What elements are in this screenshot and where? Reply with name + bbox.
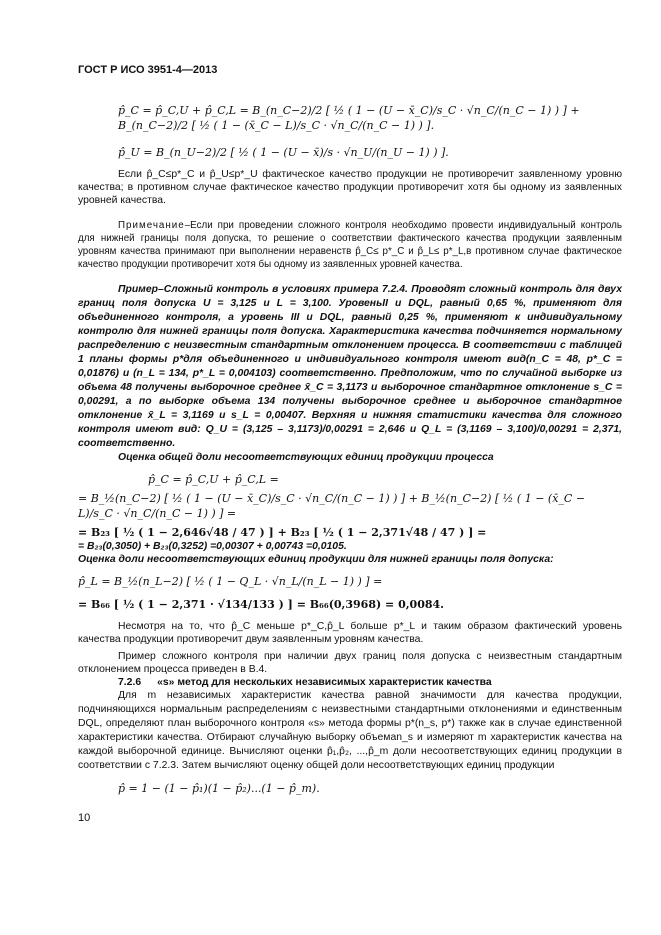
estimate-heading-total: Оценка общей доли несоответствующих единиц продукции процесса — [118, 452, 494, 463]
estimate-heading-lower: Оценка доли несоответствующих единиц продукции для нижней границы поля допуска: — [78, 554, 554, 565]
note-text: –Если при проведении сложного контроля необходимо провести индивидуальный контроль для нижней границы поля допуска, то решение о соответствии фактического качества продукции заявленным уровням качества принимают при выполнении неравенств p̂_C≤ p*_C и p̂_L≤ p*_L,в противном случае фактическое качество продукции противоречит хотя бы одному из заявленных уровней качества. — [78, 220, 622, 270]
formula-upper-estimate: p̂_U = B_(n_U−2)/2 [ ½ ( 1 − (U − x̄)/s · √n_U/(n_U − 1) ) ]. — [118, 146, 449, 159]
section-title: «s» метод для нескольких независимых характеристик качества — [157, 677, 492, 688]
formula-lower-estimate: p̂_L = B_½(n_L−2) [ ½ ( 1 − Q_L · √n_L/(n_L − 1) ) ] = — [78, 575, 383, 588]
paragraph-s-method: Для m независимых характеристик качества равной значимости для качества продукции, подчиняющихся нормальным распределениям с неизвестными стандартными отклонениями и единственным DQL, определяют план выборочного контроля «s» метода формы p*(n_s, p*) также как в случае единственной характеристики качества. Отбирают случайную выборку объемаn_s и измеряют m характеристик качества на каждой выборочной единице. Вычисляют оценки p̂₁,p̂₂, ...,p̂_m доли несоответствующих единиц продукции в соответствии с 7.2.3. Затем вычисляют оценку общей доли несоответствующих единиц продукции — [78, 690, 622, 771]
formula-lower-result: = B₆₆ [ ½ ( 1 − 2,371 · √134/133 ) ] = B₆₆(0,3968) = 0,0084. — [78, 598, 445, 611]
paragraph-conclusion: Несмотря на то, что p̂_C меньше p*_C,p̂_L больше p*_L и таким образом фактический уровень качества продукции противоречит двум заявленным уровням качества. — [78, 621, 622, 645]
section-number: 7.2.6 — [118, 677, 142, 688]
formula-example-3: = B₂₃ [ ½ ( 1 − 2,646√48 / 47 ) ] + B₂₃ [ ½ ( 1 − 2,371√48 / 47 ) ] = — [78, 526, 487, 539]
formula-total-multiple: p̂ = 1 − (1 − p̂₁)(1 − p̂₂)...(1 − p̂_m). — [118, 782, 320, 795]
section-heading — [78, 676, 622, 689]
formula-example-1: p̂_C = p̂_C,U + p̂_C,L = — [148, 473, 279, 486]
page-number: 10 — [78, 812, 91, 824]
formula-example-2: = B_½(n_C−2) [ ½ ( 1 − (U − x̄_C)/s_C · √n_C/(n_C − 1) ) ] + B_½(n_C−2) [ ½ ( 1 − (x̄_C − L)/s_C · √n_C/(n_C − 1) ) ] = — [78, 492, 586, 520]
paragraph-decision-rule: Если p̂_C≤p*_C и p̂_U≤p*_U фактическое качество продукции не противоречит заявленному уровню качества; в противном случае фактическое качество продукции противоречит хотя бы одному из заявленных уровней качества. — [78, 169, 622, 206]
formula-example-result: = B₂₃(0,3050) + B₂₃(0,3252) =0,00307 + 0,00743 =0,0105. — [78, 541, 347, 552]
document-header: ГОСТ Р ИСО 3951-4—2013 — [78, 64, 218, 76]
note — [78, 219, 622, 271]
formula-combined-estimate: p̂_C = p̂_C,U + p̂_C,L = B_(n_C−2)/2 [ ½ ( 1 − (U − x̄_C)/s_C · √n_C/(n_C − 1) ) ] + B_(n_C−2)/2 [ ½ ( 1 − (x̄_C − L)/s_C · √n_C/(n_C − 1) ) ]. — [118, 104, 580, 132]
paragraph-reference: Пример сложного контроля при наличии двух границ поля допуска с неизвестным стандартным отклонением процесса приведен в В.4. — [78, 651, 622, 675]
note-label: Примечание — [118, 220, 185, 231]
example-paragraph: Пример–Сложный контроль в условиях примера 7.2.4. Проводят сложный контроль для двух границ поля допуска U = 3,125 и L = 3,100. УровеньII и DQL, равный 0,65 %, применяют для объединенного контроля, а уровень III и DQL, равный 0,25 %, применяют к индивидуальному контролю для нижней границы поля допуска. Характеристика качества подчиняется нормальному распределению с неизвестным стандартным отклонением процесса. В соответствии с таблицей 1 планы формы p*для объединенного и индивидуального контроля имеют вид(n_C = 48, p*_C = 0,01876) и (n_L = 134, p*_L = 0,004103) соответственно. Предположим, что по случайной выборке из объема 48 получены выборочное среднее x̄_C = 3,1173 и выборочное стандартное отклонение s_C = 0,00291, а по выборке объема 134 получены выборочное среднее и выборочное стандартное отклонение x̄_L = 3,1169 и s_L = 0,00407. Верхняя и нижняя статистики качества для сложного контроля имеют вид: Q_U = (3,125 – 3,1173)/0,00291 = 2,646 и Q_L = (3,1169 – 3,100)/0,00291 = 2,371, соответственно. — [78, 284, 622, 449]
